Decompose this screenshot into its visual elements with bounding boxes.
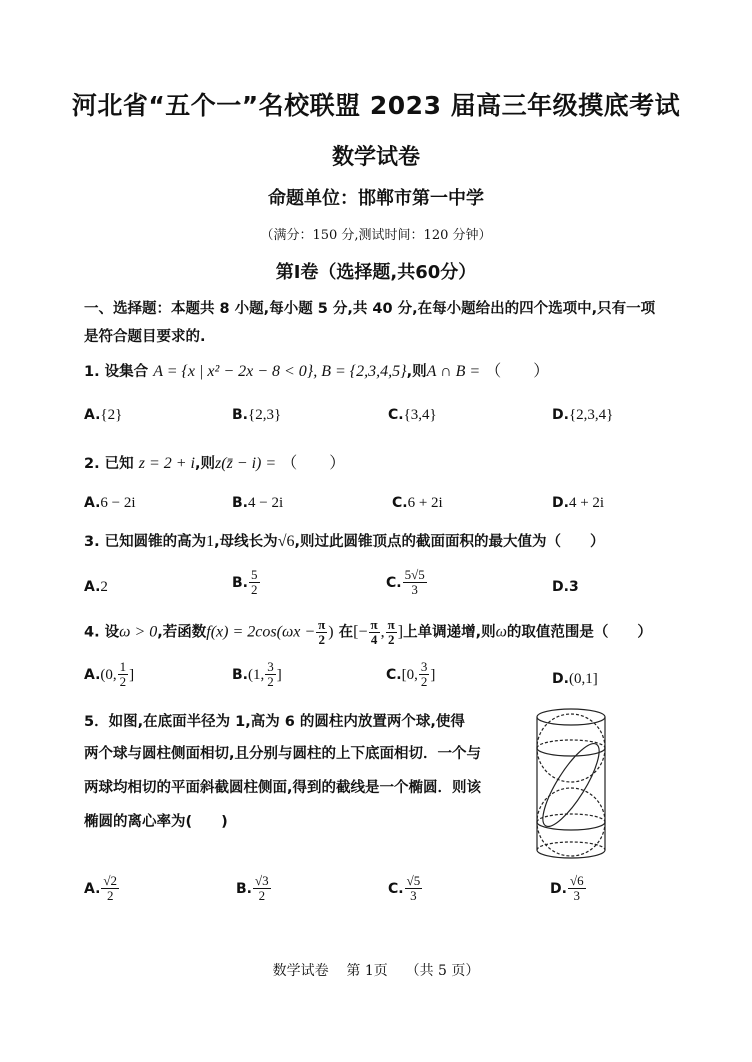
option-label: A. <box>84 881 101 897</box>
denominator: 3 <box>410 888 417 903</box>
q4-text-e: 的取值范围是（ ） <box>506 624 652 641</box>
author-unit: 命题单位：邯郸市第一中学 <box>268 188 484 209</box>
denominator: 4 <box>370 632 378 647</box>
q4-frac-pi-2b <box>386 618 397 647</box>
q1-answer-paren: （ ） <box>485 363 550 380</box>
q2-text: 已知 <box>104 456 134 472</box>
q1-expr: A ∩ B = <box>426 363 481 380</box>
option-label: C. <box>392 495 408 511</box>
option-label: B. <box>232 575 248 591</box>
numerator: 5√5 <box>404 567 425 582</box>
q5-option-c[interactable] <box>388 874 423 903</box>
option-label: D. <box>552 671 569 687</box>
slant-section-ellipse <box>534 737 609 833</box>
q4-omega: ω <box>495 623 507 641</box>
option-label: D. <box>550 881 567 897</box>
option-label: C. <box>386 667 402 683</box>
denominator: 2 <box>119 674 127 689</box>
denominator: 2 <box>318 632 325 647</box>
lower-sphere-equator-back <box>537 814 605 822</box>
option-label: A. <box>84 667 101 683</box>
q4-text-a: 设 <box>104 624 120 641</box>
q5-option-b[interactable] <box>236 874 272 903</box>
cylinder-figure <box>520 704 622 870</box>
fraction <box>405 874 423 903</box>
q4-frac-pi-4 <box>369 618 380 647</box>
option-label: A. <box>84 579 101 595</box>
fraction <box>419 660 430 689</box>
lower-sphere <box>537 788 605 856</box>
numerator: 3 <box>267 659 274 674</box>
fraction <box>403 568 427 597</box>
denominator: 2 <box>251 582 258 597</box>
q2-option-a[interactable] <box>84 492 136 512</box>
option-value: 4 − 2i <box>248 495 284 511</box>
option-label: B. <box>236 881 252 897</box>
denominator: 2 <box>420 674 428 689</box>
q4-int-close: ] <box>397 623 404 641</box>
q2-option-b[interactable] <box>232 492 283 512</box>
fraction <box>253 874 271 903</box>
option-pre: [0, <box>401 667 418 683</box>
q4-cond: ω > 0 <box>119 623 158 641</box>
fraction <box>118 660 129 689</box>
denominator: 3 <box>573 888 581 903</box>
footer-total: （共 5 页） <box>405 963 480 979</box>
numerator: √5 <box>406 873 421 888</box>
fraction <box>249 568 260 597</box>
q1-set-a: A = {x | x² − 2x − 8 < 0} <box>153 363 314 380</box>
numerator: √6 <box>569 873 584 888</box>
q5-option-d[interactable] <box>550 874 587 903</box>
q1-option-d[interactable] <box>552 404 613 424</box>
part-title: 第Ⅰ卷（选择题,共60分） <box>275 262 477 283</box>
exam-title: 河北省“五个一”名校联盟 2023 届高三年级摸底考试 <box>71 91 681 120</box>
option-value: 6 + 2i <box>407 495 443 511</box>
q4-option-b[interactable] <box>232 660 282 689</box>
q1-text: 设集合 <box>104 364 149 380</box>
q3-height: 1 <box>206 533 215 550</box>
numerator: π <box>387 617 395 632</box>
footer-page: 第 1页 <box>346 963 388 979</box>
q5-line-4: 椭圆的离心率为( ) <box>84 814 228 830</box>
q3-text-b: ,母线长为 <box>214 534 278 550</box>
q1-option-a[interactable] <box>84 404 122 424</box>
q4-close: ) <box>328 623 334 641</box>
q4-text-d: 上单调递增,则 <box>403 624 496 641</box>
q3-slant: √6 <box>277 533 295 550</box>
option-value: {2,3,4} <box>568 407 614 423</box>
q4-text-c: 在 <box>338 624 354 641</box>
q2-option-c[interactable] <box>392 492 443 512</box>
q3-option-d[interactable] <box>552 576 579 595</box>
q4-frac-pi-2 <box>316 618 327 647</box>
option-post: ] <box>276 667 282 683</box>
option-value: 6 − 2i <box>100 495 136 511</box>
fraction <box>265 660 276 689</box>
q4-number: 4. <box>84 624 100 641</box>
numerator: √3 <box>255 873 269 888</box>
denominator: 2 <box>387 632 395 647</box>
option-value: (0,1] <box>568 671 598 687</box>
fraction <box>568 874 586 903</box>
question-4 <box>84 618 652 647</box>
option-pre: (0, <box>100 667 117 683</box>
section-instructions-line1: 一、选择题：本题共 8 小题,每小题 5 分,共 40 分,在每小题给出的四个选项中,只有一项 <box>84 301 656 317</box>
q2-option-d[interactable] <box>552 492 604 512</box>
numerator: 3 <box>420 659 428 674</box>
denominator: 2 <box>106 888 114 903</box>
numerator: 1 <box>119 659 127 674</box>
q1-then: ,则 <box>406 364 427 380</box>
option-value: 2 <box>100 579 108 595</box>
option-value: {3,4} <box>403 407 437 423</box>
numerator: 5 <box>251 567 258 582</box>
option-label: B. <box>232 495 248 511</box>
numerator: π <box>370 617 378 632</box>
option-label: C. <box>388 407 404 423</box>
q4-option-c[interactable] <box>386 660 435 689</box>
footer-subject: 数学试卷 <box>272 963 329 979</box>
q3-option-c[interactable] <box>386 568 428 597</box>
option-label: A. <box>84 495 101 511</box>
cylinder-top-ellipse <box>537 709 605 725</box>
option-label: D. <box>552 495 569 511</box>
option-post: ] <box>430 667 436 683</box>
cylinder-bottom-front <box>537 850 605 858</box>
q5-line-3: 两球均相切的平面斜截圆柱侧面,得到的截线是一个椭圆．则该 <box>84 780 482 796</box>
option-label: D. <box>552 407 569 423</box>
upper-sphere-equator-front <box>537 748 605 756</box>
q2-number: 2. <box>84 456 100 472</box>
option-post: ] <box>129 667 135 683</box>
option-value: 4 + 2i <box>568 495 605 511</box>
q3-number: 3. <box>84 534 100 550</box>
q1-option-c[interactable] <box>388 404 437 424</box>
numerator: √2 <box>103 873 118 888</box>
option-label: A. <box>84 407 101 423</box>
option-value: {2,3} <box>248 407 282 423</box>
q3-text-a: 已知圆锥的高为 <box>104 534 207 550</box>
subject-title: 数学试卷 <box>331 145 420 170</box>
q2-then: ,则 <box>195 456 216 472</box>
option-label: B. <box>232 667 248 683</box>
page-footer <box>0 960 752 980</box>
option-label: C. <box>388 881 404 897</box>
q2-answer-paren: （ ） <box>281 455 346 472</box>
exam-info: （满分：150 分,测试时间：120 分钟） <box>260 228 492 243</box>
option-label: D. <box>552 579 569 595</box>
q3-text-c: ,则过此圆锥顶点的截面面积的最大值为（ ） <box>294 534 605 550</box>
q3-option-b[interactable] <box>232 568 261 597</box>
q1-number: 1. <box>84 364 100 380</box>
q4-text-b: ,若函数 <box>157 624 207 641</box>
fraction <box>101 874 119 903</box>
q5-option-a[interactable] <box>84 874 120 903</box>
q2-expr-a: z = 2 + i <box>138 455 195 472</box>
q1-set-b: , B = {2,3,4,5} <box>313 363 407 380</box>
question-2 <box>84 450 345 473</box>
question-3 <box>84 530 604 551</box>
upper-sphere <box>537 714 605 782</box>
option-label: C. <box>386 575 402 591</box>
q1-option-b[interactable] <box>232 404 281 424</box>
denominator: 2 <box>267 674 274 689</box>
q4-comma: , <box>380 623 385 641</box>
q2-expr-b: z(z̄ − i) = <box>215 455 277 472</box>
option-value: {2} <box>100 407 123 423</box>
option-value: 3 <box>568 579 579 595</box>
q4-option-d[interactable] <box>552 668 598 688</box>
q4-int-open: [− <box>353 623 368 641</box>
q4-func: f(x) = 2cos(ωx − <box>206 623 316 641</box>
q4-option-a[interactable] <box>84 660 134 689</box>
q3-option-a[interactable] <box>84 576 108 596</box>
question-1 <box>84 358 549 381</box>
option-label: B. <box>232 407 248 423</box>
q5-line-1: 5．如图,在底面半径为 1,高为 6 的圆柱内放置两个球,使得 <box>84 714 465 730</box>
section-instructions-line2: 是符合题目要求的. <box>84 329 206 345</box>
denominator: 3 <box>411 582 418 597</box>
q5-line-2: 两个球与圆柱侧面相切,且分别与圆柱的上下底面相切．一个与 <box>84 746 482 762</box>
option-pre: (1, <box>248 667 265 683</box>
numerator: π <box>318 617 326 632</box>
denominator: 2 <box>258 888 266 903</box>
